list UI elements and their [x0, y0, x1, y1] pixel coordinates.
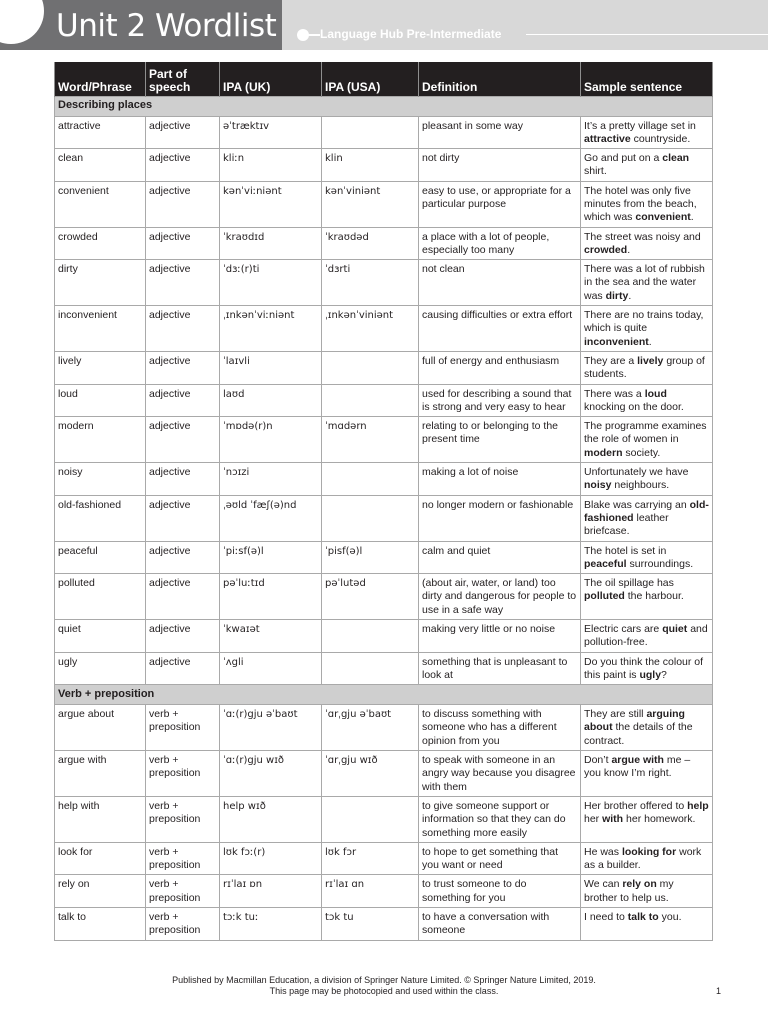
sentence-text: knocking on the door. — [584, 400, 684, 413]
cell-ipa-uk: help wɪð — [220, 796, 322, 842]
cell-part-of-speech: verb + preposition — [146, 705, 220, 751]
sentence-keyword: peaceful — [584, 557, 627, 570]
cell-word: lively — [55, 351, 146, 384]
cell-word: look for — [55, 842, 146, 875]
cell-ipa-usa — [322, 796, 419, 842]
cell-sample-sentence — [581, 463, 713, 496]
sentence-text: and pollution-free. — [584, 623, 708, 649]
table-row — [55, 116, 713, 149]
sentence-text: . — [648, 335, 652, 348]
cell-definition: (about air, water, or land) too dirty and dangerous for people to use in a safe way — [419, 574, 581, 620]
sentence-text: Don’t — [584, 754, 612, 767]
cell-part-of-speech: adjective — [146, 574, 220, 620]
sentence-text: my brother to help us. — [584, 878, 674, 904]
sentence-text: her — [584, 813, 603, 826]
sentence-text: work as a builder. — [584, 845, 702, 872]
cell-ipa-uk: ˌɪnkənˈviːniənt — [220, 306, 322, 352]
sentence-text: Electric cars are — [584, 623, 663, 635]
cell-part-of-speech: adjective — [146, 495, 220, 541]
cell-ipa-usa: ˈɑrˌgju wɪð — [322, 751, 419, 797]
sentence-keyword: polluted — [584, 590, 625, 603]
table-row — [55, 351, 713, 384]
sentence-text: There are no trains today, which is quite — [584, 309, 704, 335]
sentence-text: The hotel is set in — [584, 544, 667, 557]
sentence-keyword: crowded — [584, 243, 628, 256]
cell-ipa-usa: ˈmɑdərn — [322, 417, 419, 463]
cell-word: inconvenient — [55, 306, 146, 352]
cell-sample-sentence — [581, 306, 713, 352]
cell-word: modern — [55, 417, 146, 463]
cell-word: convenient — [55, 181, 146, 227]
cell-ipa-uk: laʊd — [220, 384, 322, 417]
cell-ipa-usa: klin — [322, 149, 419, 182]
cell-part-of-speech: adjective — [146, 417, 220, 463]
sentence-text: surroundings. — [626, 557, 694, 570]
table-row — [55, 751, 713, 797]
cell-ipa-usa — [322, 620, 419, 653]
cell-ipa-usa: lʊk fɔr — [322, 842, 419, 875]
cell-ipa-usa: ˈdɜrti — [322, 260, 419, 306]
footer-copyright: Published by Macmillan Education, a division of Springer Nature Limited. © Springer Nature Limited, 2019. — [172, 975, 596, 985]
cell-ipa-usa — [322, 652, 419, 685]
sentence-text: There was a — [584, 387, 645, 400]
cell-definition: pleasant in some way — [419, 116, 581, 149]
cell-sample-sentence — [581, 495, 713, 541]
cell-word: clean — [55, 149, 146, 182]
cell-definition: making very little or no noise — [419, 620, 581, 653]
cell-sample-sentence — [581, 384, 713, 417]
cell-ipa-uk: ˈkraʊdɪd — [220, 227, 322, 260]
sentence-keyword: loud — [644, 387, 667, 400]
cell-sample-sentence — [581, 181, 713, 227]
cell-sample-sentence — [581, 652, 713, 685]
cell-definition: to give someone support or information so that they can do something more easily — [419, 796, 581, 842]
cell-definition: calm and quiet — [419, 541, 581, 574]
cell-word: rely on — [55, 875, 146, 908]
cell-part-of-speech: verb + preposition — [146, 875, 220, 908]
cell-sample-sentence — [581, 227, 713, 260]
sentence-text: neighbours. — [611, 479, 670, 492]
cell-part-of-speech: adjective — [146, 227, 220, 260]
col-header-sample-sentence: Sample sentence — [581, 62, 713, 96]
cell-definition: used for describing a sound that is strong and very easy to hear — [419, 384, 581, 417]
section-title: Describing places — [55, 96, 713, 116]
sentence-keyword: convenient — [635, 211, 691, 224]
cell-sample-sentence — [581, 620, 713, 653]
sentence-text: . — [628, 289, 632, 302]
sentence-text: Unfortunately we have — [584, 466, 689, 479]
table-row — [55, 149, 713, 182]
sentence-keyword: lively — [637, 354, 664, 367]
table-row — [55, 574, 713, 620]
col-header-definition: Definition — [419, 62, 581, 96]
cell-definition: a place with a lot of people, especially too many — [419, 227, 581, 260]
table-row — [55, 908, 713, 941]
cell-definition: causing difficulties or extra effort — [419, 306, 581, 352]
cell-definition: making a lot of noise — [419, 463, 581, 496]
cell-ipa-uk: ˈdɜː(r)ti — [220, 260, 322, 306]
sentence-text: I need to — [584, 911, 628, 924]
cell-ipa-uk: ˈʌgli — [220, 652, 322, 685]
course-subtitle: Language Hub Pre-Intermediate — [320, 27, 502, 41]
section-header-row — [55, 685, 713, 705]
sentence-text: The programme examines the role of women in — [584, 420, 707, 446]
sentence-text: group of students. — [584, 354, 705, 381]
cell-ipa-uk: tɔːk tuː — [220, 908, 322, 941]
cell-ipa-usa: pəˈlutəd — [322, 574, 419, 620]
sentence-text: you. — [658, 911, 682, 924]
cell-ipa-uk: ˈɑː(r)gju əˈbaʊt — [220, 705, 322, 751]
cell-ipa-usa — [322, 351, 419, 384]
sentence-text: The oil spillage has — [584, 577, 674, 590]
sentence-keyword: inconvenient — [584, 335, 649, 348]
cell-part-of-speech: adjective — [146, 351, 220, 384]
table-row — [55, 620, 713, 653]
cell-part-of-speech: adjective — [146, 463, 220, 496]
table-row — [55, 495, 713, 541]
sentence-keyword: noisy — [584, 479, 612, 492]
cell-ipa-usa: ˌɪnkənˈviniənt — [322, 306, 419, 352]
cell-sample-sentence — [581, 149, 713, 182]
cell-sample-sentence — [581, 351, 713, 384]
cell-ipa-usa — [322, 116, 419, 149]
table-row — [55, 875, 713, 908]
sentence-keyword: looking for — [621, 845, 677, 858]
cell-ipa-usa — [322, 463, 419, 496]
cell-word: dirty — [55, 260, 146, 306]
cell-sample-sentence — [581, 875, 713, 908]
cell-ipa-usa: ˈɑrˌgju əˈbaʊt — [322, 705, 419, 751]
sentence-keyword: quiet — [662, 623, 688, 635]
cell-word: peaceful — [55, 541, 146, 574]
cell-word: talk to — [55, 908, 146, 941]
cell-part-of-speech: verb + preposition — [146, 751, 220, 797]
sentence-text: the details of the contract. — [584, 721, 693, 747]
cell-word: argue with — [55, 751, 146, 797]
wordlist-body — [55, 96, 713, 940]
table-header-row — [55, 62, 713, 96]
cell-part-of-speech: verb + preposition — [146, 842, 220, 875]
cell-ipa-uk: lʊk fɔː(r) — [220, 842, 322, 875]
col-header-ipa-usa: IPA (USA) — [322, 62, 419, 96]
cell-ipa-uk: pəˈluːtɪd — [220, 574, 322, 620]
sentence-text: Her brother offered to — [584, 799, 688, 812]
cell-ipa-uk: ˈnɔɪzi — [220, 463, 322, 496]
cell-sample-sentence — [581, 417, 713, 463]
table-row — [55, 181, 713, 227]
sentence-text: Do you think the colour of this paint is — [584, 655, 704, 681]
cell-ipa-uk: kliːn — [220, 149, 322, 182]
page-number: 1 — [716, 986, 722, 996]
sentence-text: We can — [584, 878, 623, 891]
sentence-keyword: help — [687, 799, 709, 812]
cell-part-of-speech: adjective — [146, 306, 220, 352]
table-row — [55, 842, 713, 875]
cell-word: quiet — [55, 620, 146, 653]
cell-ipa-usa: ˈpisf(ə)l — [322, 541, 419, 574]
cell-definition: to discuss something with someone who has a different opinion from you — [419, 705, 581, 751]
sentence-text: countryside. — [630, 132, 691, 145]
cell-sample-sentence — [581, 260, 713, 306]
sentence-text: They are still — [584, 708, 647, 721]
cell-ipa-usa: rɪˈlaɪ ɑn — [322, 875, 419, 908]
cell-ipa-uk: əˈtræktɪv — [220, 116, 322, 149]
cell-part-of-speech: adjective — [146, 181, 220, 227]
cell-part-of-speech: verb + preposition — [146, 796, 220, 842]
cell-word: crowded — [55, 227, 146, 260]
cell-word: help with — [55, 796, 146, 842]
sentence-text: It’s a pretty village set in — [584, 119, 696, 132]
sentence-text: They are a — [584, 354, 638, 367]
cell-sample-sentence — [581, 751, 713, 797]
cell-definition: to hope to get something that you want or need — [419, 842, 581, 875]
sentence-text: me – you know I’m right. — [584, 754, 691, 780]
cell-ipa-usa — [322, 384, 419, 417]
cell-word: polluted — [55, 574, 146, 620]
cell-definition: to trust someone to do something for you — [419, 875, 581, 908]
sentence-text: shirt. — [584, 165, 607, 178]
sentence-keyword: modern — [584, 446, 623, 459]
cell-part-of-speech: adjective — [146, 116, 220, 149]
sentence-keyword: rely on — [622, 878, 657, 891]
cell-part-of-speech: adjective — [146, 541, 220, 574]
cell-part-of-speech: adjective — [146, 620, 220, 653]
cell-ipa-usa: ˈkraʊdəd — [322, 227, 419, 260]
cell-definition: something that is unpleasant to look at — [419, 652, 581, 685]
sentence-keyword: old-fashioned — [584, 498, 709, 524]
table-row — [55, 260, 713, 306]
cell-definition: to speak with someone in an angry way because you disagree with them — [419, 751, 581, 797]
cell-ipa-uk: ˌəʊld ˈfæʃ(ə)nd — [220, 495, 322, 541]
col-header-ipa-uk: IPA (UK) — [220, 62, 322, 96]
sentence-text: society. — [622, 446, 661, 459]
cell-word: argue about — [55, 705, 146, 751]
sentence-text: leather briefcase. — [584, 511, 669, 538]
cell-ipa-uk: rɪˈlaɪ ɒn — [220, 875, 322, 908]
sentence-text: . — [690, 211, 694, 224]
cell-part-of-speech: adjective — [146, 149, 220, 182]
sentence-text: . — [627, 243, 631, 256]
table-row — [55, 652, 713, 685]
section-title: Verb + preposition — [55, 685, 713, 705]
cell-part-of-speech: verb + preposition — [146, 908, 220, 941]
footer — [0, 975, 768, 997]
cell-definition: relating to or belonging to the present time — [419, 417, 581, 463]
cell-definition: not clean — [419, 260, 581, 306]
sentence-keyword: clean — [662, 152, 690, 165]
footer-photocopy-note: This page may be photocopied and used within the class. — [269, 986, 499, 996]
table-row — [55, 463, 713, 496]
table-row — [55, 417, 713, 463]
cell-ipa-uk: ˈkwaɪət — [220, 620, 322, 653]
cell-sample-sentence — [581, 842, 713, 875]
cell-sample-sentence — [581, 116, 713, 149]
cell-part-of-speech: adjective — [146, 384, 220, 417]
cell-part-of-speech: adjective — [146, 652, 220, 685]
table-row — [55, 541, 713, 574]
table-row — [55, 384, 713, 417]
subtitle-rule-left — [306, 34, 320, 36]
sentence-text: There was a lot of rubbish in the sea and the water was — [584, 263, 705, 302]
cell-ipa-usa — [322, 495, 419, 541]
cell-ipa-uk: ˈmɒdə(r)n — [220, 417, 322, 463]
cell-ipa-uk: ˈɑː(r)gju wɪð — [220, 751, 322, 797]
cell-ipa-usa: tɔk tu — [322, 908, 419, 941]
sentence-text: Go and put on a — [584, 152, 663, 165]
cell-ipa-uk: ˈpiːsf(ə)l — [220, 541, 322, 574]
cell-ipa-uk: kənˈviːniənt — [220, 181, 322, 227]
sentence-keyword: argue with — [611, 754, 664, 767]
cell-definition: no longer modern or fashionable — [419, 495, 581, 541]
cell-word: old-fashioned — [55, 495, 146, 541]
col-header-pos: Part of speech — [146, 62, 220, 96]
cell-part-of-speech: adjective — [146, 260, 220, 306]
sentence-text: ? — [661, 668, 667, 681]
table-row — [55, 796, 713, 842]
cell-sample-sentence — [581, 574, 713, 620]
cell-sample-sentence — [581, 541, 713, 574]
sentence-keyword: attractive — [584, 132, 631, 145]
cell-sample-sentence — [581, 796, 713, 842]
cell-ipa-usa: kənˈviniənt — [322, 181, 419, 227]
cell-definition: full of energy and enthusiasm — [419, 351, 581, 384]
cell-ipa-uk: ˈlaɪvli — [220, 351, 322, 384]
sentence-text: Blake was carrying an — [584, 498, 690, 511]
cell-word: attractive — [55, 116, 146, 149]
cell-word: loud — [55, 384, 146, 417]
cell-definition: easy to use, or appropriate for a particular purpose — [419, 181, 581, 227]
page-title: Unit 2 Wordlist — [56, 8, 277, 44]
sentence-text: He was — [584, 845, 622, 858]
sentence-keyword: arguing about — [584, 708, 685, 734]
sentence-text: The street was noisy and — [584, 230, 701, 243]
sentence-keyword: talk to — [627, 911, 659, 924]
sentence-keyword: with — [602, 813, 624, 826]
table-row — [55, 227, 713, 260]
cell-definition: not dirty — [419, 149, 581, 182]
sentence-keyword: ugly — [639, 668, 662, 681]
cell-definition: to have a conversation with someone — [419, 908, 581, 941]
subtitle-rule-right — [526, 34, 768, 35]
sentence-keyword: dirty — [605, 289, 629, 302]
table-row — [55, 705, 713, 751]
cell-word: noisy — [55, 463, 146, 496]
cell-word: ugly — [55, 652, 146, 685]
cell-sample-sentence — [581, 705, 713, 751]
section-header-row — [55, 96, 713, 116]
col-header-word: Word/Phrase — [55, 62, 146, 96]
table-row — [55, 306, 713, 352]
wordlist-table — [54, 62, 713, 941]
sentence-text: her homework. — [623, 813, 696, 826]
sentence-text: The hotel was only five minutes from the beach, which was — [584, 184, 697, 224]
cell-sample-sentence — [581, 908, 713, 941]
sentence-text: the harbour. — [624, 590, 684, 603]
